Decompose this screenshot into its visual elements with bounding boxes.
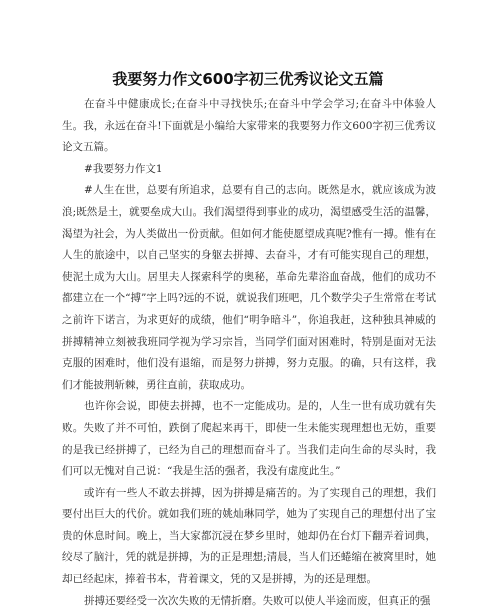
body-paragraph: #人生在世，总要有所追求，总要有自己的志向。既然是水，就应该成为波浪;既然是土，就要垒成大山。我们渴望得到事业的成功，渴望感受生活的温馨，渴望为社会，为人类做出一份贡献。但如何才能使愿望成真呢?惟有一搏。惟有在人生的旅途中，以自己坚实的身躯去拼搏、去奋斗，才有可能实现自己的理想，使泥土成为大山。居里夫人探索科学的奥秘，革命先辈浴血奋战，他们的成功不都建立在一个“搏”字上吗?远的不说，就说我们班吧，几个数学尖子生常常在考试之前许下诺言，为求更好的成绩，他们“明争暗斗”，你追我赶，这种独具神威的拼搏精神立刻被我班同学视为学习宗旨，当同学们面对困难时，特别是面对无法克服的困难时，他们没有退缩，而是努力拼搏，努力克服。的确，只有这样，我们才能披荆斩棘，勇往直前，获取成功。 — [62, 184, 436, 391]
section-heading: #我要努力作文1 — [84, 162, 163, 175]
body-paragraph: 也许你会说，即使去拼搏，也不一定能成功。是的，人生一世有成功就有失败。失败了并不可怕，跌倒了爬起来再干，即使一生未能实现理想也无妨，重要的是我已经拼搏了，已经为自己的理想而奋斗了。当我们走向生命的尽头时，我们可以无愧对自己说：“我是生活的强者，我没有虚度此生。” — [62, 400, 436, 478]
body-paragraph: 拼搏还要经受一次次失败的无情折磨。失败可以使人半途而废，但真正的强 — [84, 594, 431, 607]
intro-paragraph: 在奋斗中健康成长;在奋斗中寻找快乐;在奋斗中学会学习;在奋斗中体验人生。我，永远在奋斗!下面就是小编给大家带来的我要努力作文600字初三优秀议论文五篇。 — [62, 98, 436, 154]
body-paragraph: 或许有一些人不敢去拼搏，因为拼搏是痛苦的。为了实现自己的理想，我们要付出巨大的代价。就如我们班的姚灿琳同学，她为了实现自己的理想付出了宝贵的休息时间。晚上，当大家都沉浸在梦乡里时，她却仍在台灯下翻弄着词典，绞尽了脑汁，凭的就是拼搏，为的正是理想;清晨，当人们还蜷缩在被窝里时，她却已经起床，捧着书本，背着课文，凭的又是拼搏，为的还是理想。 — [62, 486, 436, 586]
document-title: 我要努力作文600字初三优秀议论文五篇 — [112, 70, 384, 88]
document-body — [62, 94, 436, 612]
